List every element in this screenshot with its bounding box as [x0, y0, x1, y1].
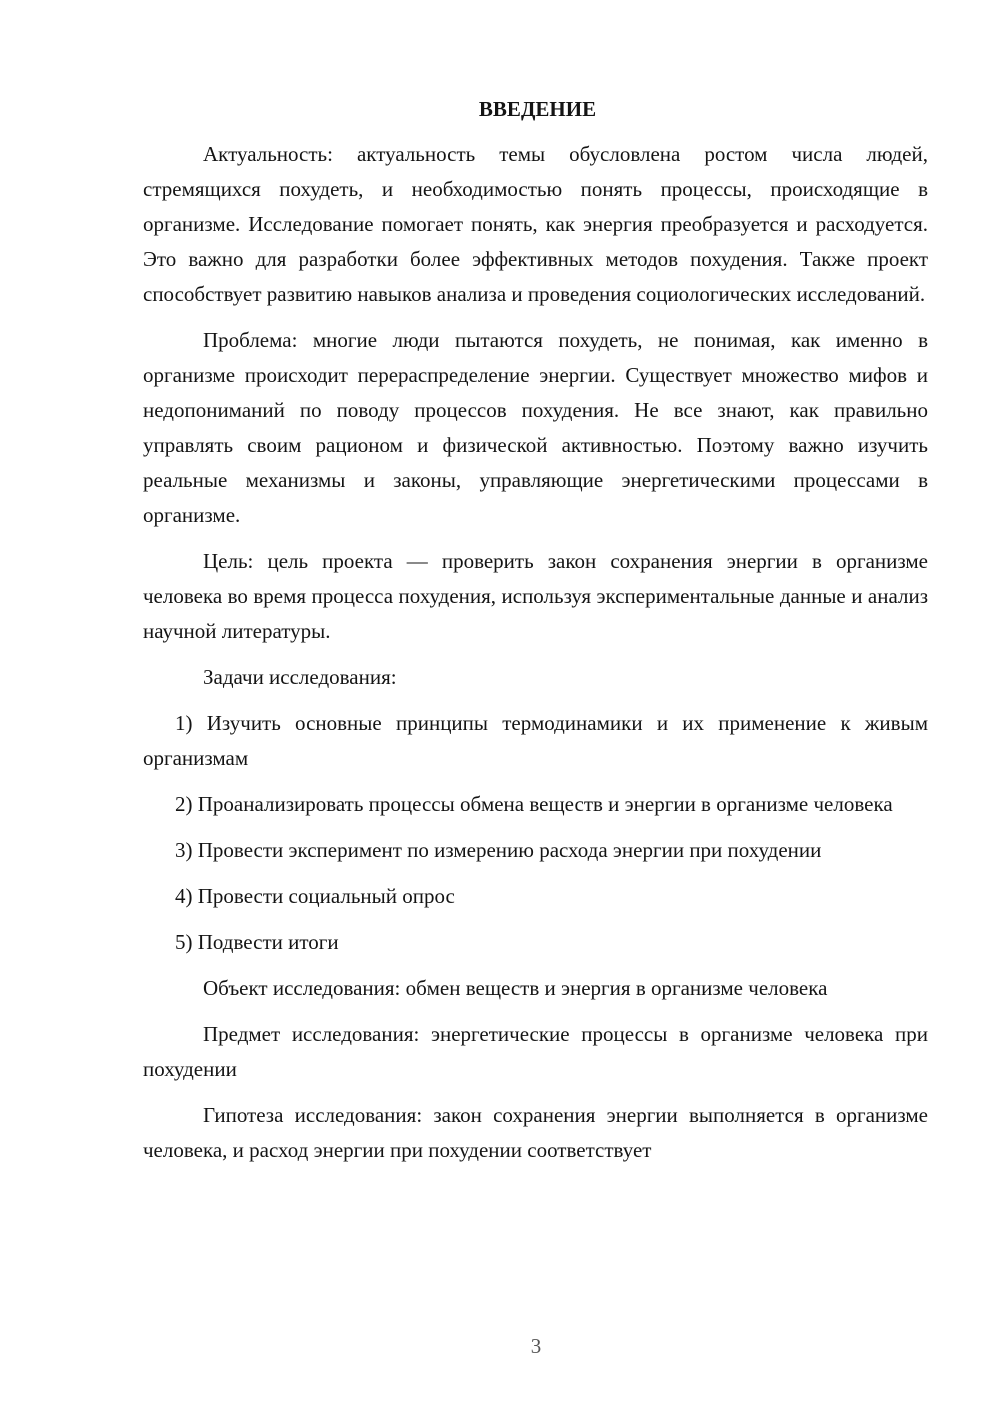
page-number: 3 — [530, 1334, 542, 1358]
task-item-1: 1) Изучить основные принципы термодинамики и их применение к живым организмам — [143, 711, 928, 770]
task-item-3: 3) Провести эксперимент по измерению расхода энергии при похудении — [175, 838, 822, 862]
task-item-4: 4) Провести социальный опрос — [175, 884, 455, 908]
paragraph-object: Объект исследования: обмен веществ и энергия в организме человека — [203, 976, 828, 1000]
paragraph-goal: Цель: цель проекта — проверить закон сохранения энергии в организме человека во время процесса похудения, используя экспериментальные данные и анализ научной литературы. — [143, 549, 928, 643]
paragraph-relevance: Актуальность: актуальность темы обусловлена ростом числа людей, стремящихся похудеть, и необходимостью понять процессы, происходящие в организме. Исследование помогает понять, как энергия преобразуется и расходуется. Это важно для разработки более эффективных методов похудения. Также проект способствует развитию навыков анализа и проведения социологических исследований. — [143, 142, 928, 306]
paragraph-hypothesis: Гипотеза исследования: закон сохранения энергии выполняется в организме человека, и расход энергии при похудении соответствует — [143, 1103, 928, 1162]
task-item-5: 5) Подвести итоги — [175, 930, 339, 954]
task-item-2: 2) Проанализировать процессы обмена веществ и энергии в организме человека — [175, 792, 893, 816]
paragraph-subject: Предмет исследования: энергетические процессы в организме человека при похудении — [143, 1022, 928, 1081]
paragraph-tasks-heading: Задачи исследования: — [203, 665, 397, 689]
document-page — [143, 92, 928, 1179]
section-title: ВВЕДЕНИЕ — [478, 97, 597, 121]
paragraph-problem: Проблема: многие люди пытаются похудеть, не понимая, как именно в организме происходит перераспределение энергии. Существует множество мифов и недопониманий по поводу процессов похудения. Не все знают, как правильно управлять своим рационом и физической активностью. Поэтому важно изучить реальные механизмы и законы, управляющие энергетическими процессами в организме. — [143, 328, 928, 527]
